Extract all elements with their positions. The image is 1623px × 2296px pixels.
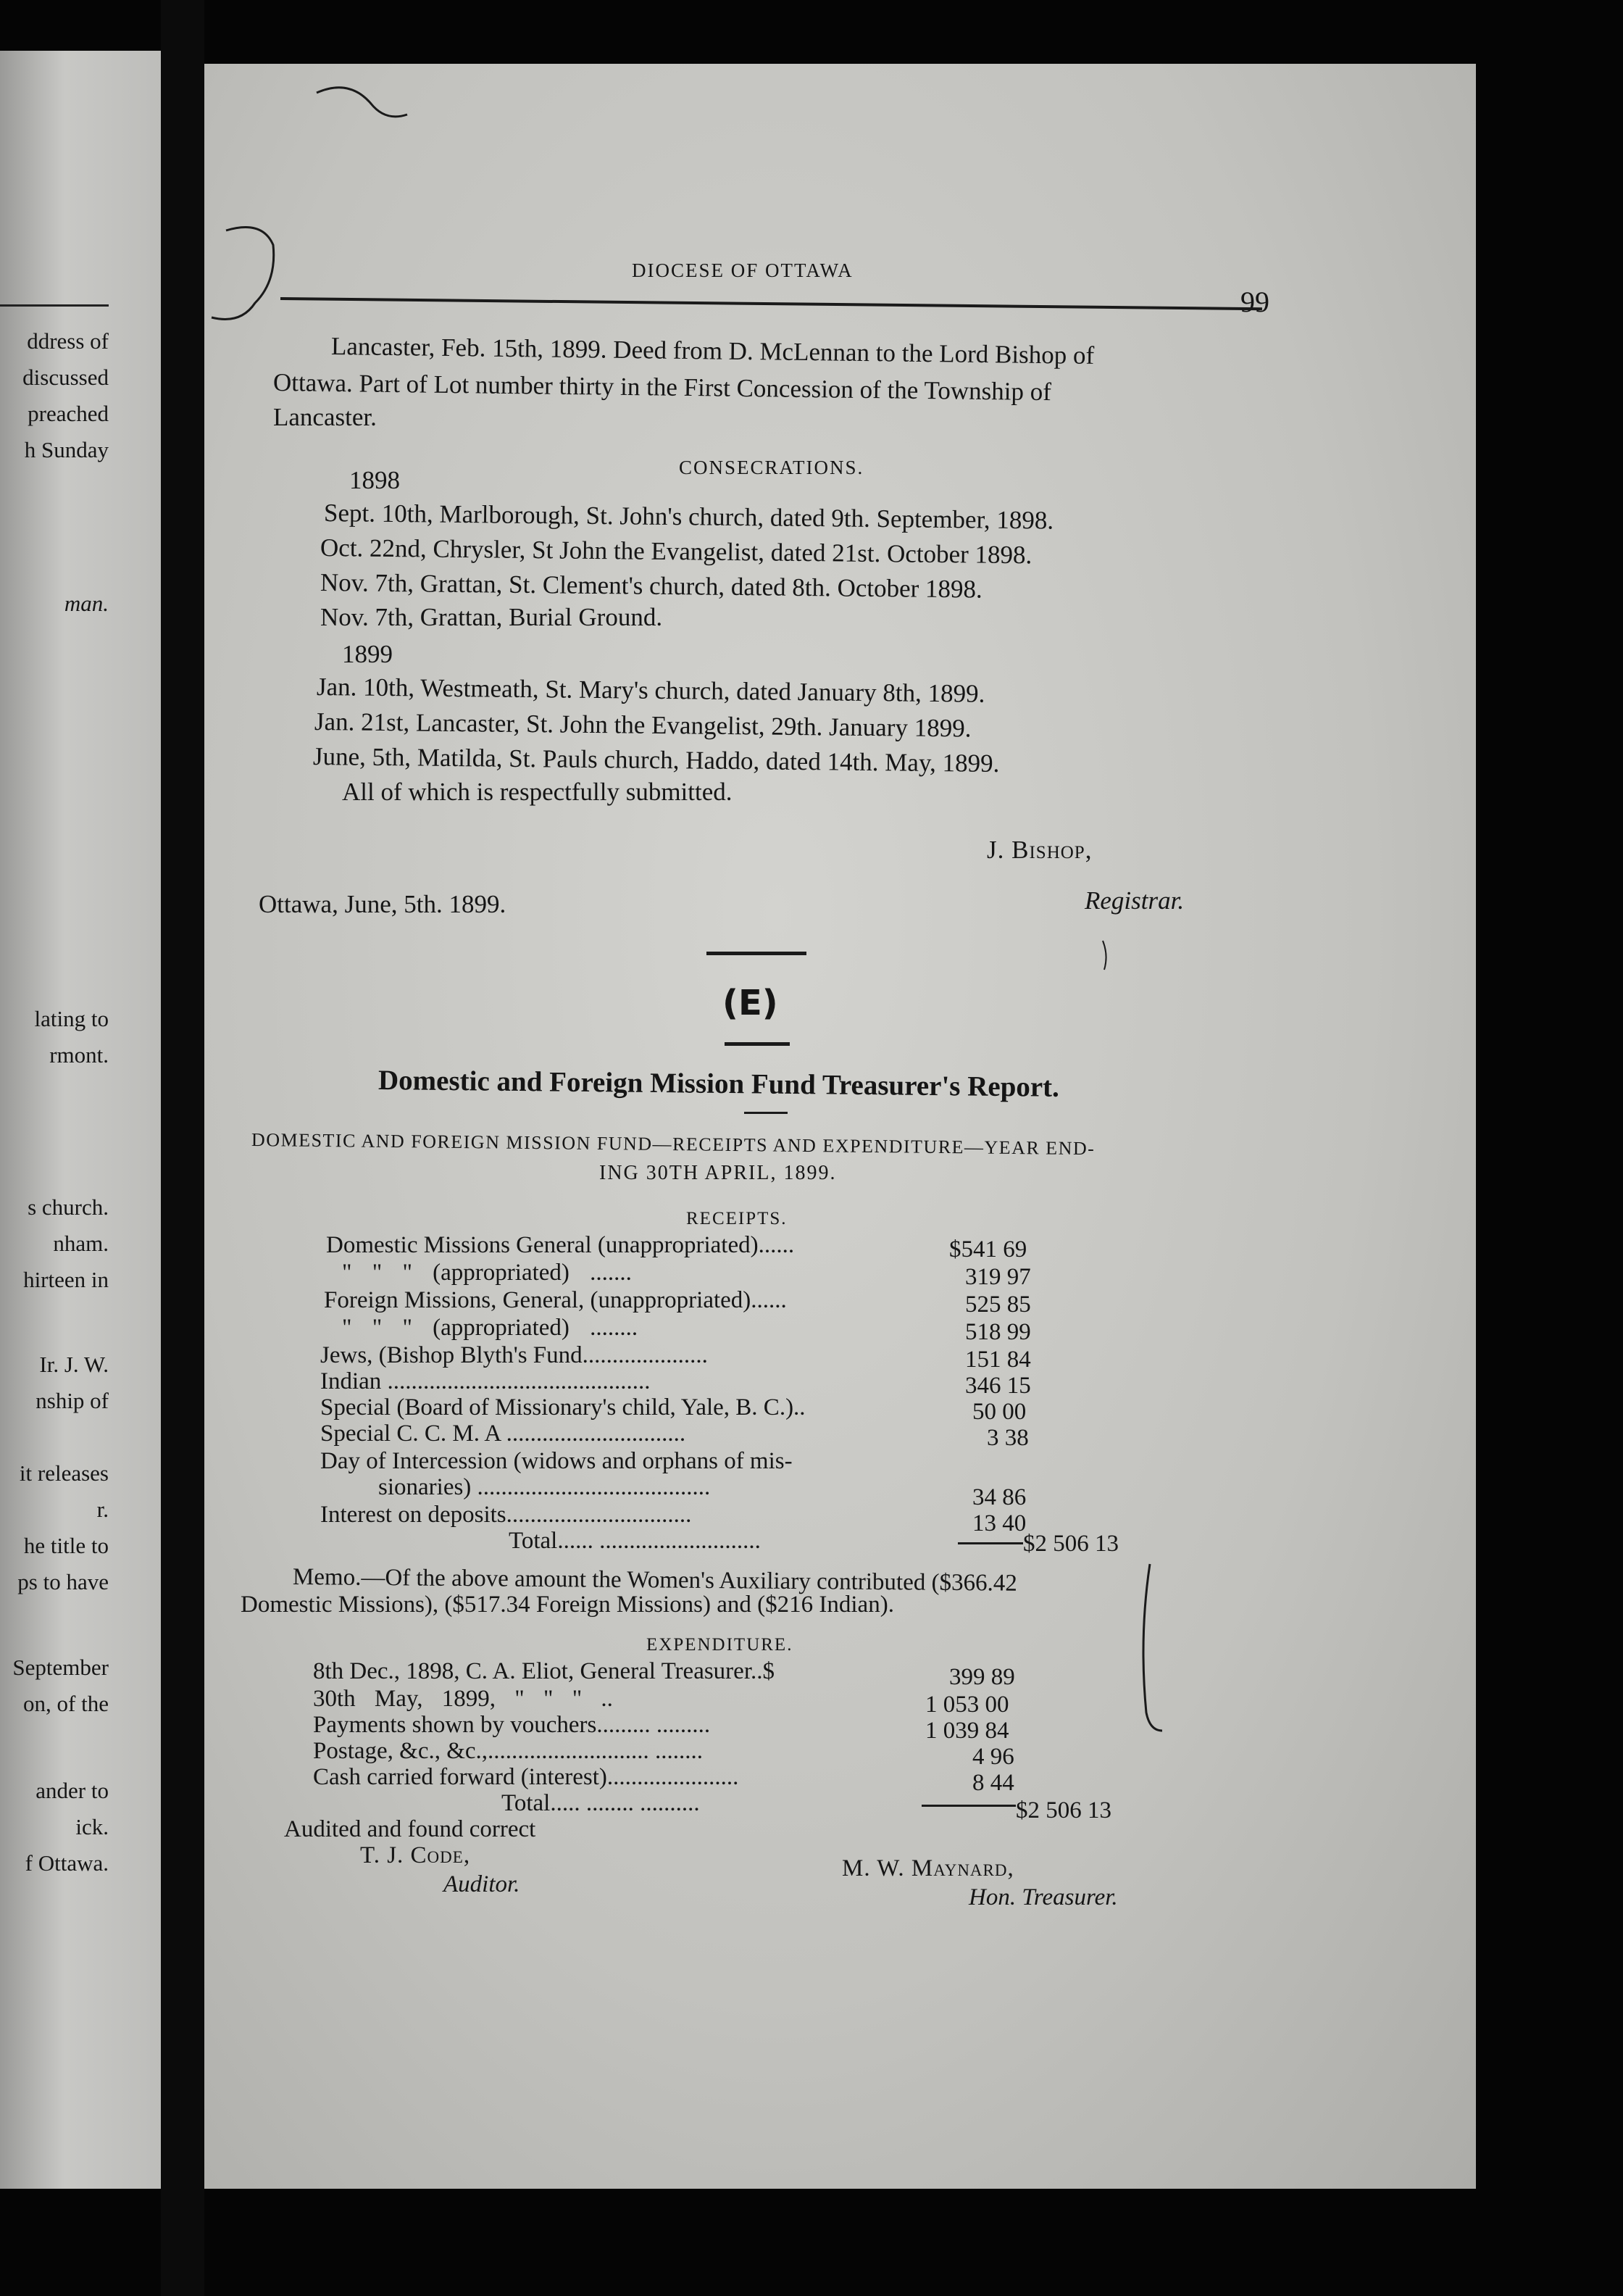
receipt-label: Special C. C. M. A ..............................	[320, 1421, 686, 1447]
receipt-label: Foreign Missions, General, (unappropriated)......	[324, 1287, 787, 1313]
left-fragment: ps to have	[17, 1569, 109, 1594]
expenditure-amount: 1 039 84	[925, 1718, 1009, 1744]
expenditure-label: Cash carried forward (interest)......................	[313, 1764, 739, 1790]
registrar-role: Registrar.	[1085, 886, 1185, 915]
treasurer-role: Hon. Treasurer.	[969, 1884, 1118, 1910]
receipts-total-rule	[958, 1542, 1023, 1544]
left-fragment: ander to	[36, 1778, 109, 1803]
consecration-entry: Jan. 10th, Westmeath, St. Mary's church, dated January 8th, 1899.	[316, 673, 985, 708]
receipt-label: Special (Board of Missionary's child, Yale, B. C.)..	[320, 1394, 806, 1421]
expenditure-total-rule	[922, 1805, 1016, 1807]
left-facing-page	[0, 51, 161, 2189]
left-fragment: ick.	[75, 1814, 109, 1839]
receipts-heading: RECEIPTS.	[686, 1209, 788, 1228]
memo-line-2: Domestic Missions), ($517.34 Foreign Missions) and ($216 Indian).	[241, 1592, 894, 1618]
receipt-label: Interest on deposits...............................	[320, 1502, 692, 1528]
left-fragment: on, of the	[23, 1691, 109, 1716]
year-1898: 1898	[349, 466, 400, 494]
expenditure-label: Payments shown by vouchers......... .........	[313, 1712, 711, 1738]
receipt-label: sionaries) .......................................	[378, 1474, 711, 1500]
receipt-amount: 13 40	[972, 1510, 1027, 1536]
consecration-entry: Oct. 22nd, Chrysler, St John the Evangelist, dated 21st. October 1898.	[320, 533, 1032, 570]
left-fragment: Ir. J. W.	[39, 1352, 109, 1377]
section-label: (E)	[722, 983, 778, 1023]
receipt-label: Indian ............................................	[320, 1368, 651, 1394]
expenditure-total-label: Total..... ........ ..........	[501, 1790, 700, 1816]
receipt-label: Domestic Missions General (unappropriated)......	[326, 1232, 795, 1258]
auditor-name: T. J. Code,	[360, 1842, 471, 1868]
consecration-entry: Nov. 7th, Grattan, St. Clement's church, dated 8th. October 1898.	[320, 568, 983, 604]
consecration-entry: Nov. 7th, Grattan, Burial Ground.	[320, 603, 663, 631]
expenditure-total-amount: $2 506 13	[1016, 1797, 1111, 1823]
expenditure-amount: 1 053 00	[925, 1692, 1009, 1718]
consecrations-heading: CONSECRATIONS.	[679, 457, 864, 478]
left-fragment: it releases	[19, 1460, 109, 1486]
receipt-amount: 151 84	[965, 1347, 1031, 1373]
left-fragment: lating to	[34, 1006, 109, 1031]
left-fragment: hirteen in	[23, 1267, 109, 1292]
receipt-amount: 346 15	[965, 1373, 1031, 1399]
section-rule-bottom	[725, 1042, 790, 1046]
left-fragment: f Ottawa.	[25, 1850, 109, 1876]
consecration-entry: Sept. 10th, Marlborough, St. John's church, dated 9th. September, 1898.	[323, 499, 1054, 535]
year-1899: 1899	[342, 640, 393, 668]
deed-line-2: Ottawa. Part of Lot number thirty in the First Concession of the Township of	[272, 368, 1052, 407]
left-fragment: nham.	[53, 1231, 109, 1256]
receipt-amount: 3 38	[987, 1425, 1029, 1451]
consecration-entry: Jan. 21st, Lancaster, St. John the Evangelist, 29th. January 1899.	[314, 707, 972, 743]
memo-line-1: Memo.—Of the above amount the Women's Auxiliary contributed ($366.42	[292, 1564, 1017, 1597]
page-99	[204, 64, 1476, 2189]
left-fragment: ddress of	[27, 328, 109, 354]
book-gutter	[161, 0, 204, 2296]
registrar-name: J. Bishop,	[987, 836, 1093, 864]
page-number: 99	[1240, 286, 1269, 318]
auditor-role: Auditor.	[443, 1871, 520, 1897]
receipt-amount: 518 99	[965, 1319, 1031, 1345]
receipt-label: " " " (appropriated) .......	[342, 1260, 632, 1286]
closing-line: All of which is respectfully submitted.	[342, 778, 733, 806]
subtitle-line-1: DOMESTIC AND FOREIGN MISSION FUND—RECEIPTS AND EXPENDITURE—YEAR END-	[251, 1129, 1096, 1160]
deed-line-3: Lancaster.	[273, 403, 377, 431]
receipts-total-amount: $2 506 13	[1023, 1531, 1119, 1557]
audit-line: Audited and found correct	[284, 1816, 536, 1842]
left-page-rule	[0, 304, 109, 307]
receipt-amount: 34 86	[972, 1484, 1027, 1510]
expenditure-heading: EXPENDITURE.	[646, 1635, 793, 1655]
left-fragment: nship of	[36, 1388, 109, 1413]
left-fragment: s church.	[28, 1194, 109, 1220]
expenditure-amount: 399 89	[949, 1664, 1015, 1690]
receipts-total-label: Total...... ...........................	[509, 1528, 761, 1554]
left-fragment: he title to	[23, 1533, 109, 1558]
section-rule-top	[706, 952, 806, 955]
receipt-amount: $541 69	[949, 1236, 1027, 1263]
expenditure-amount: 8 44	[972, 1770, 1014, 1796]
receipt-amount: 319 97	[965, 1264, 1031, 1290]
subtitle-line-2: ING 30TH APRIL, 1899.	[599, 1162, 837, 1184]
receipt-label: " " " (appropriated) ........	[342, 1315, 638, 1341]
left-fragment: discussed	[22, 365, 109, 390]
expenditure-label: Postage, &c., &c.,........................... ........	[313, 1738, 704, 1764]
deed-line-1: Lancaster, Feb. 15th, 1899. Deed from D. McLennan to the Lord Bishop of	[330, 332, 1095, 370]
left-fragment: September	[12, 1655, 109, 1680]
left-fragment: h Sunday	[24, 437, 109, 462]
expenditure-label: 8th Dec., 1898, C. A. Eliot, General Treasurer..$	[313, 1658, 775, 1684]
title-rule	[744, 1112, 788, 1114]
receipt-amount: 50 00	[972, 1399, 1027, 1425]
place-date: Ottawa, June, 5th. 1899.	[259, 890, 506, 918]
receipt-label: Day of Intercession (widows and orphans of mis-	[320, 1448, 793, 1474]
left-fragment: preached	[28, 401, 109, 426]
report-title: Domestic and Foreign Mission Fund Treasurer's Report.	[377, 1065, 1060, 1103]
left-fragment: man.	[64, 591, 109, 616]
left-fragment: rmont.	[49, 1042, 109, 1068]
receipt-label: Jews, (Bishop Blyth's Fund.....................	[320, 1342, 708, 1368]
treasurer-name: M. W. Maynard,	[842, 1855, 1014, 1881]
expenditure-label: 30th May, 1899, " " " ..	[313, 1686, 613, 1712]
receipt-amount: 525 85	[965, 1292, 1031, 1318]
expenditure-amount: 4 96	[972, 1744, 1014, 1770]
consecration-entry: June, 5th, Matilda, St. Pauls church, Haddo, dated 14th. May, 1899.	[312, 742, 1000, 778]
running-title: DIOCESE OF OTTAWA	[632, 259, 854, 281]
left-fragment: r.	[96, 1497, 109, 1522]
